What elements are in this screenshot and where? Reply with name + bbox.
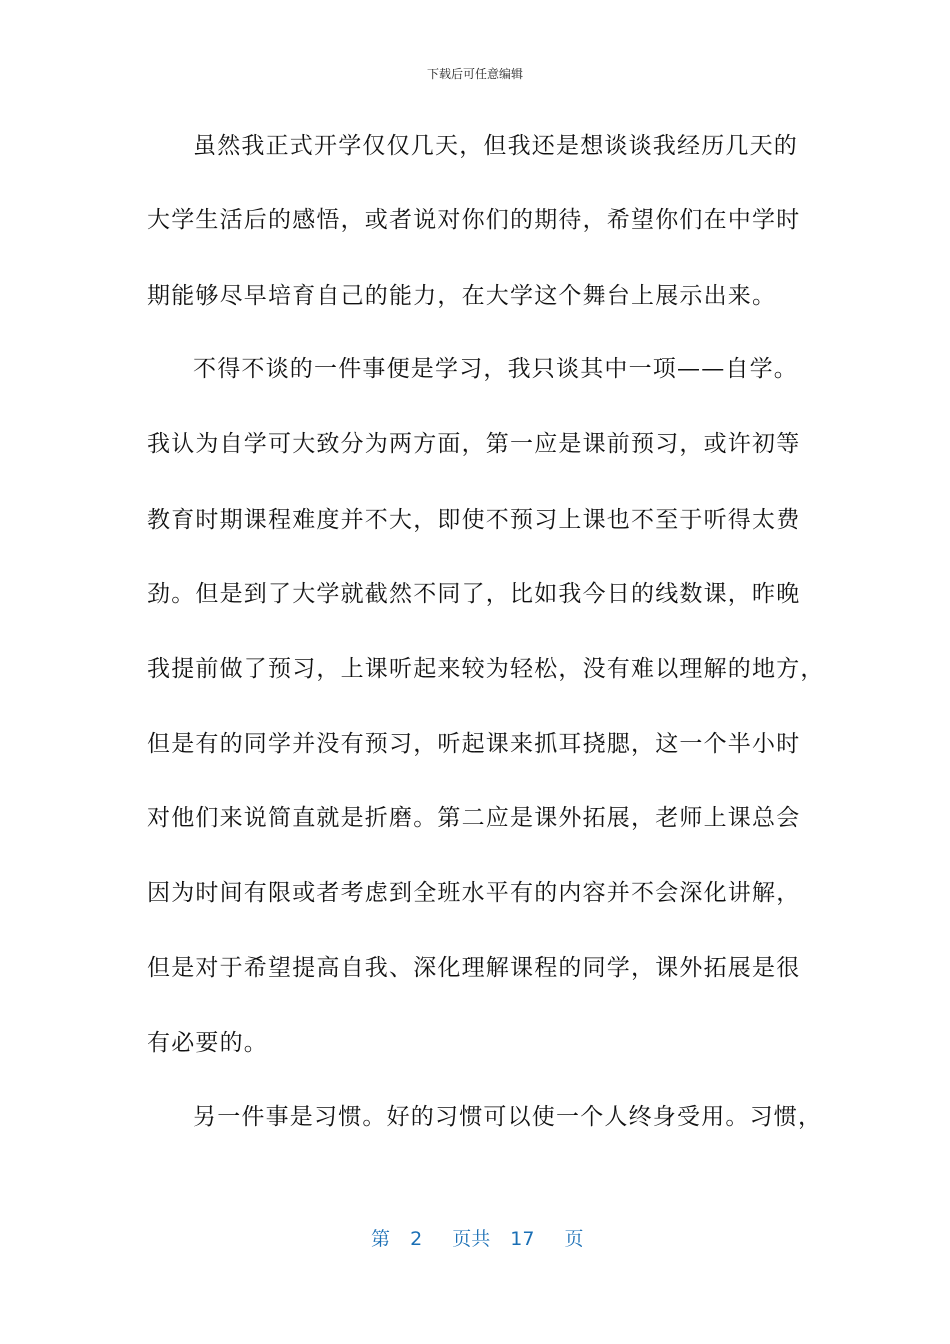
footer-page-number: 2 — [410, 1228, 423, 1250]
paragraph-line: 教育时期课程难度并不大，即使不预习上课也不至于听得太费 — [147, 507, 801, 533]
paragraph-line: 但是对于希望提高自我、深化理解课程的同学，课外拓展是很 — [147, 955, 801, 981]
paragraph-line: 期能够尽早培育自己的能力，在大学这个舞台上展示出来。 — [147, 283, 777, 309]
page-footer — [371, 1226, 584, 1252]
paragraph-line: 我提前做了预习，上课听起来较为轻松，没有难以理解的地方， — [147, 656, 825, 682]
footer-page-word: 第 — [371, 1228, 391, 1250]
paragraph-line: 劲。但是到了大学就截然不同了，比如我今日的线数课，昨晚 — [147, 581, 801, 607]
paragraph-line: 大学生活后的感悟，或者说对你们的期待，希望你们在中学时 — [147, 207, 801, 233]
paragraph-line: 但是有的同学并没有预习，听起课来抓耳挠腮，这一个半小时 — [147, 731, 801, 757]
paragraph-line: 因为时间有限或者考虑到全班水平有的内容并不会深化讲解， — [147, 880, 801, 906]
paragraph-line: 我认为自学可大致分为两方面，第一应是课前预习，或许初等 — [147, 431, 801, 457]
page-header: 下载后可任意编辑 — [426, 67, 523, 81]
paragraph-line: 对他们来说简直就是折磨。第二应是课外拓展，老师上课总会 — [147, 805, 801, 831]
footer-total-pages: 17 — [510, 1228, 535, 1250]
footer-total-prefix: 页共 — [452, 1228, 491, 1250]
paragraph-line: 不得不谈的一件事便是学习，我只谈其中一项——自学。 — [193, 356, 798, 382]
paragraph-line: 另一件事是习惯。好的习惯可以使一个人终身受用。习惯， — [193, 1104, 823, 1130]
paragraph-line: 有必要的。 — [147, 1030, 268, 1056]
footer-page-suffix: 页 — [564, 1228, 584, 1250]
paragraph-line: 虽然我正式开学仅仅几天，但我还是想谈谈我经历几天的 — [193, 133, 798, 159]
